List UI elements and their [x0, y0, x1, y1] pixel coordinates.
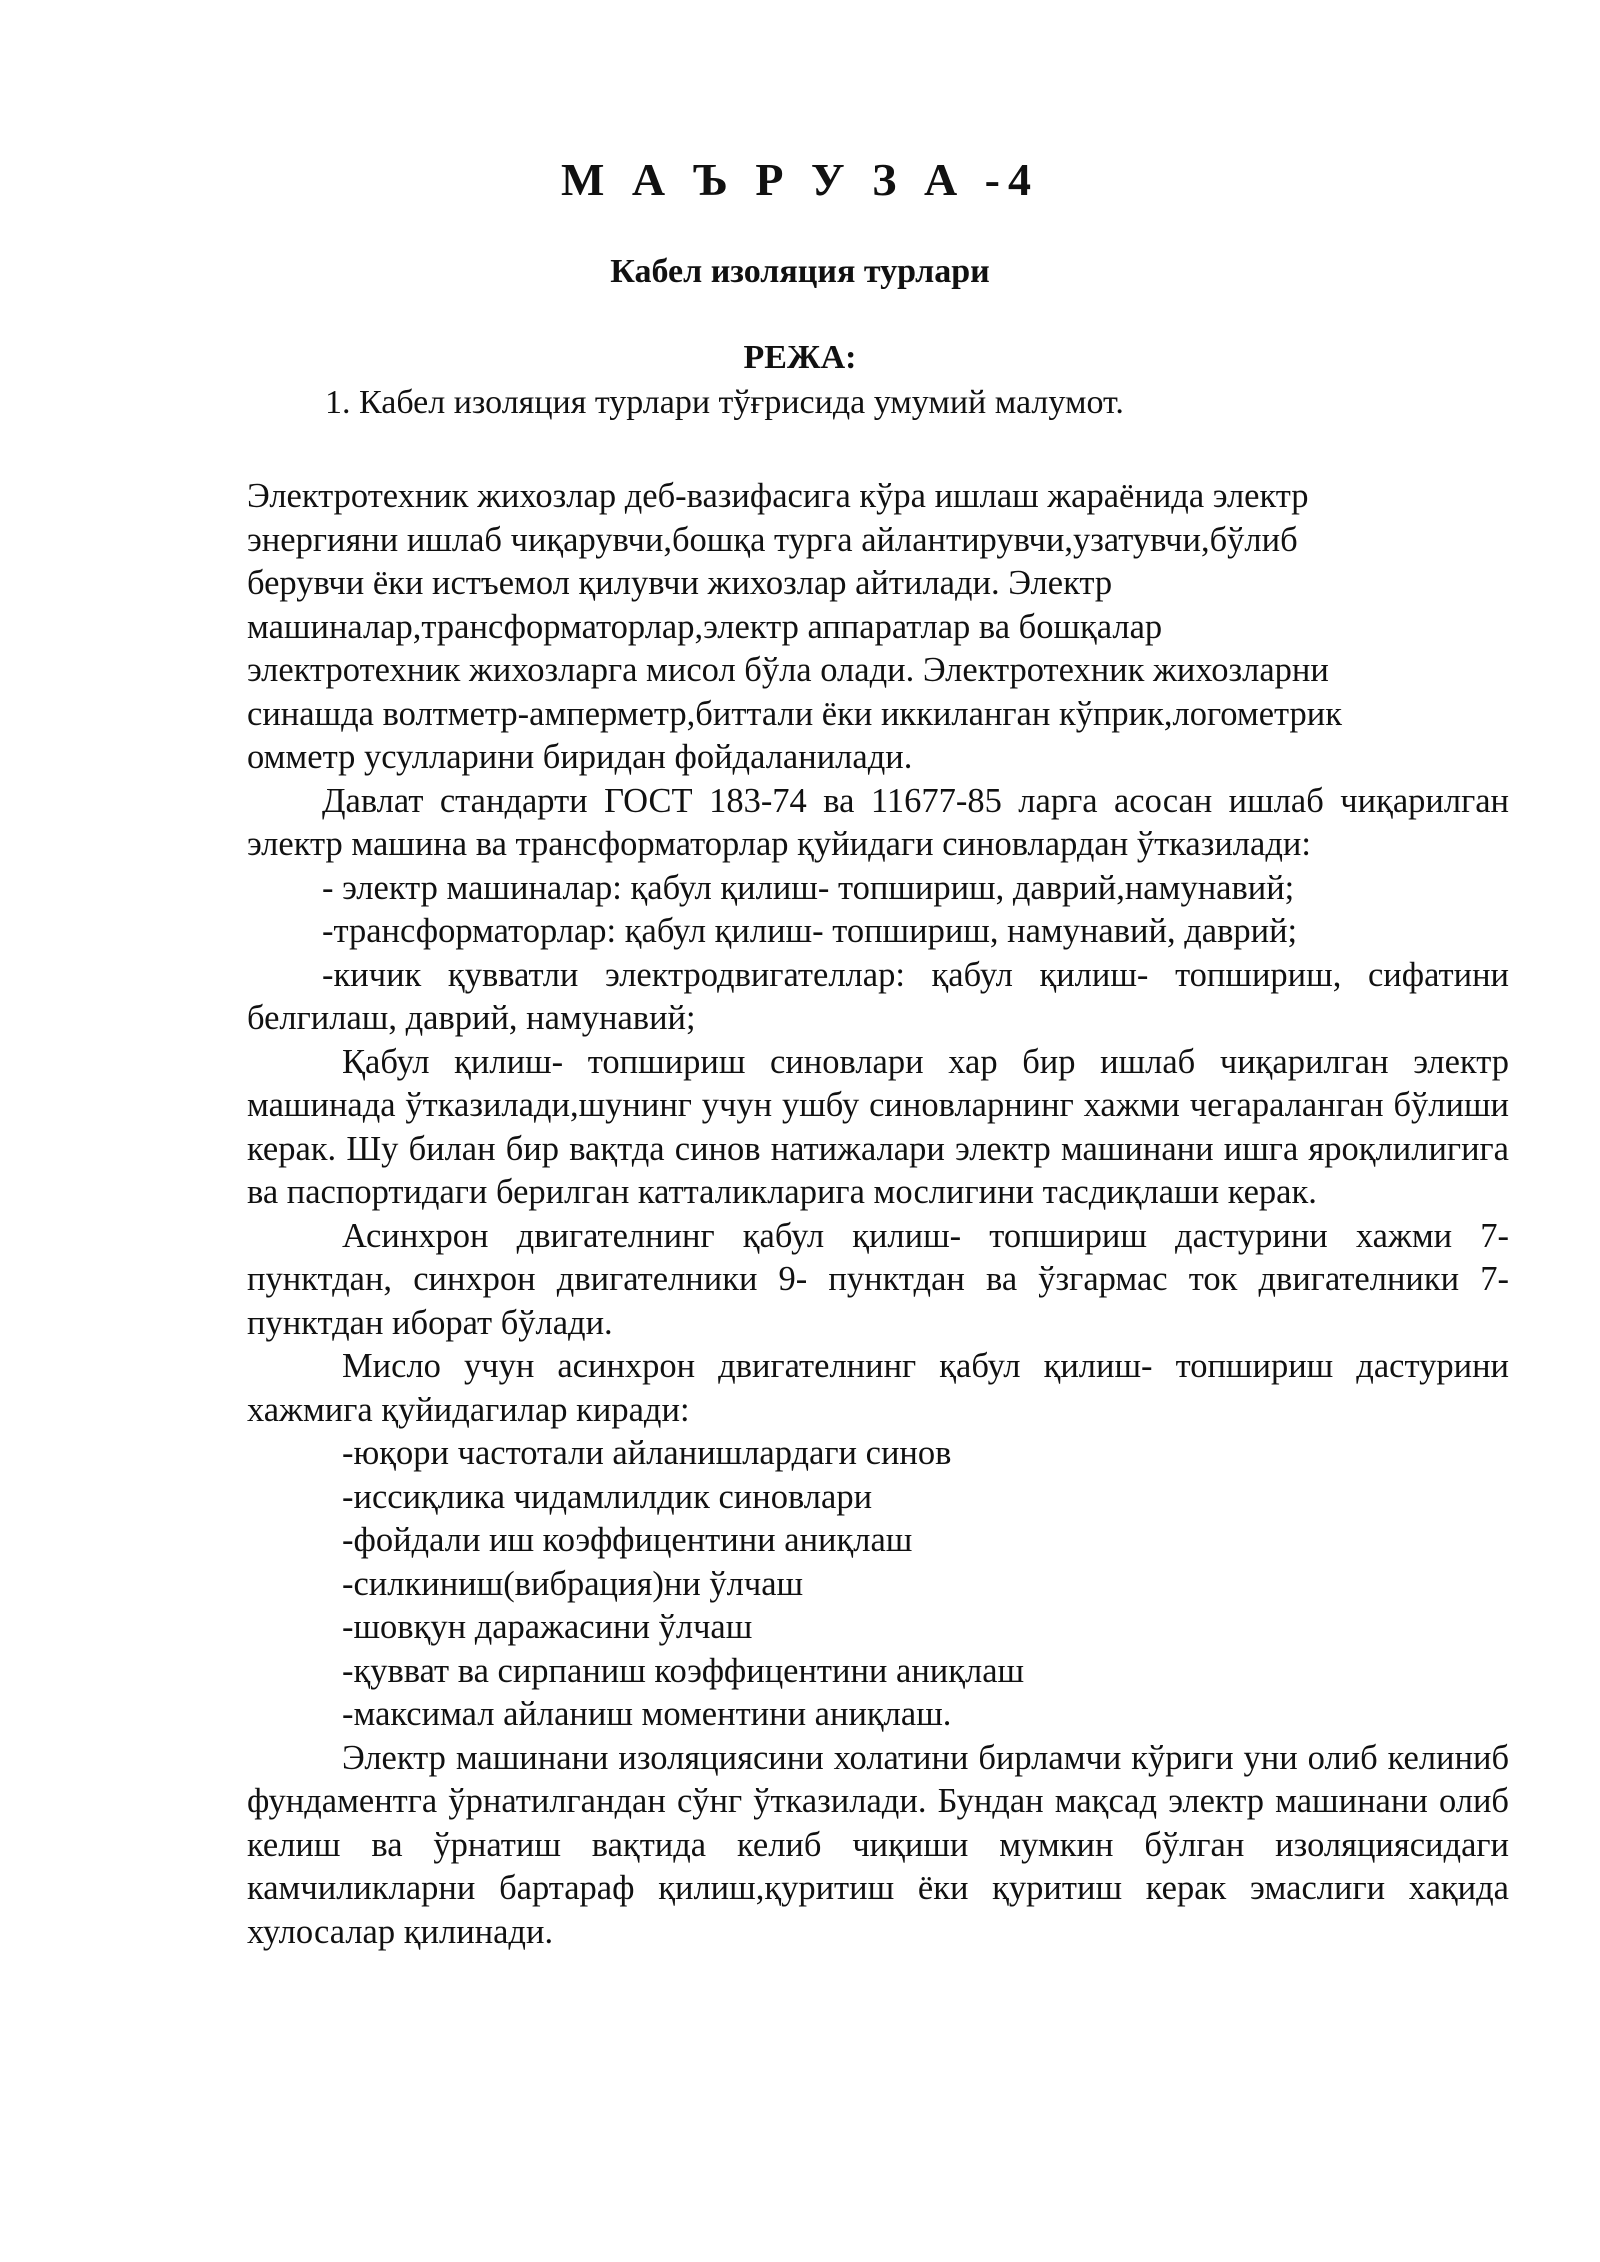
- program-item: -силкиниш(вибрация)ни ўлчаш: [342, 1564, 804, 1603]
- test-type-item: -кичик қувватли электродвигателлар: қабул қилиш- топшириш, сифатини белгилаш, даврий, намунавий;: [247, 955, 1509, 1037]
- intro-line: омметр усулларини биридан фойдаланилади.: [247, 738, 913, 776]
- insulation-paragraph: Электр машинани изоляциясини холатини бирламчи кўриги уни олиб келиниб фундаментга ўрнатилгандан сўнг ўтказилади. Бундан мақсад электр машинани олиб келиш ва ўрнатиш вақтида келиб чиқиши мумкин бўлган изоляциясидаги камчиликларни бартараф қилиш,қуритиш ёки қуритиш керак эмаслиги хақида хулосалар қилинади.: [247, 1738, 1509, 1951]
- intro-paragraph: [247, 475, 1509, 780]
- async-motor-paragraph: Асинхрон двигателнинг қабул қилиш- топшириш дастурини хажми 7- пунктдан, синхрон двигателники 9- пунктдан ва ўзгармас ток двигателники 7- пунктдан иборат бўлади.: [247, 1216, 1509, 1342]
- gost-paragraph: Давлат стандарти ГОСТ 183-74 ва 11677-85 ларга асосан ишлаб чиқарилган электр машина ва трансформаторлар қуйидаги синовлардан ўтказилади:: [247, 781, 1509, 863]
- plan-item: 1. Кабел изоляция турлари тўғрисида умумий малумот.: [325, 384, 1124, 421]
- intro-line: Электротехник жихозлар деб-вазифасига кўра ишлаш жараёнида электр: [247, 477, 1309, 515]
- test-type-item: - электр машиналар: қабул қилиш- топшириш, даврий,намунавий;: [322, 868, 1295, 907]
- lecture-subtitle: Кабел изоляция турлари: [610, 253, 990, 290]
- intro-line: машиналар,трансформаторлар,электр аппаратлар ва бошқалар: [247, 607, 1163, 646]
- program-item: -шовқун даражасини ўлчаш: [342, 1608, 753, 1646]
- example-paragraph: Мисло учун асинхрон двигателнинг қабул қилиш- топшириш дастурини хажмига қуйидагилар киради:: [247, 1347, 1509, 1429]
- test-type-item: -трансформаторлар: қабул қилиш- топшириш, намунавий, даврий;: [322, 912, 1298, 950]
- program-item: -максимал айланиш моментини аниқлаш.: [342, 1695, 952, 1733]
- program-item: -қувват ва сирпаниш коэффицентини аниқлаш: [342, 1651, 1025, 1690]
- acceptance-paragraph: Қабул қилиш- топшириш синовлари хар бир ишлаб чиқарилган электр машинада ўтказилади,шунинг учун ушбу синовларнинг хажми чегараланган бўлиши керак. Шу билан бир вақтда синов натижалари электр машинани ишга яроқлилигига ва паспортидаги берилган катталикларига мослигини тасдиқлаши керак.: [247, 1042, 1509, 1211]
- plan-heading: РЕЖА:: [743, 339, 857, 376]
- intro-line: энергияни ишлаб чиқарувчи,бошқа турга айлантирувчи,узатувчи,бўлиб: [247, 520, 1298, 559]
- lecture-title: М А Ъ Р У З А -4: [560, 154, 1039, 205]
- intro-line: синашда волтметр-амперметр,биттали ёки иккиланган кўприк,логометрик: [247, 694, 1343, 733]
- program-item: -юқори частотали айланишлардаги синов: [342, 1434, 952, 1472]
- body-text: [247, 475, 1509, 1954]
- intro-line: электротехник жихозларга мисол бўла олади. Электротехник жихозларни: [247, 651, 1329, 689]
- program-item: -фойдали иш коэффицентини аниқлаш: [342, 1521, 913, 1559]
- intro-line: берувчи ёки истъемол қилувчи жихозлар айтилади. Электр: [247, 564, 1113, 602]
- program-item: -иссиқлика чидамлилдик синовлари: [342, 1477, 873, 1516]
